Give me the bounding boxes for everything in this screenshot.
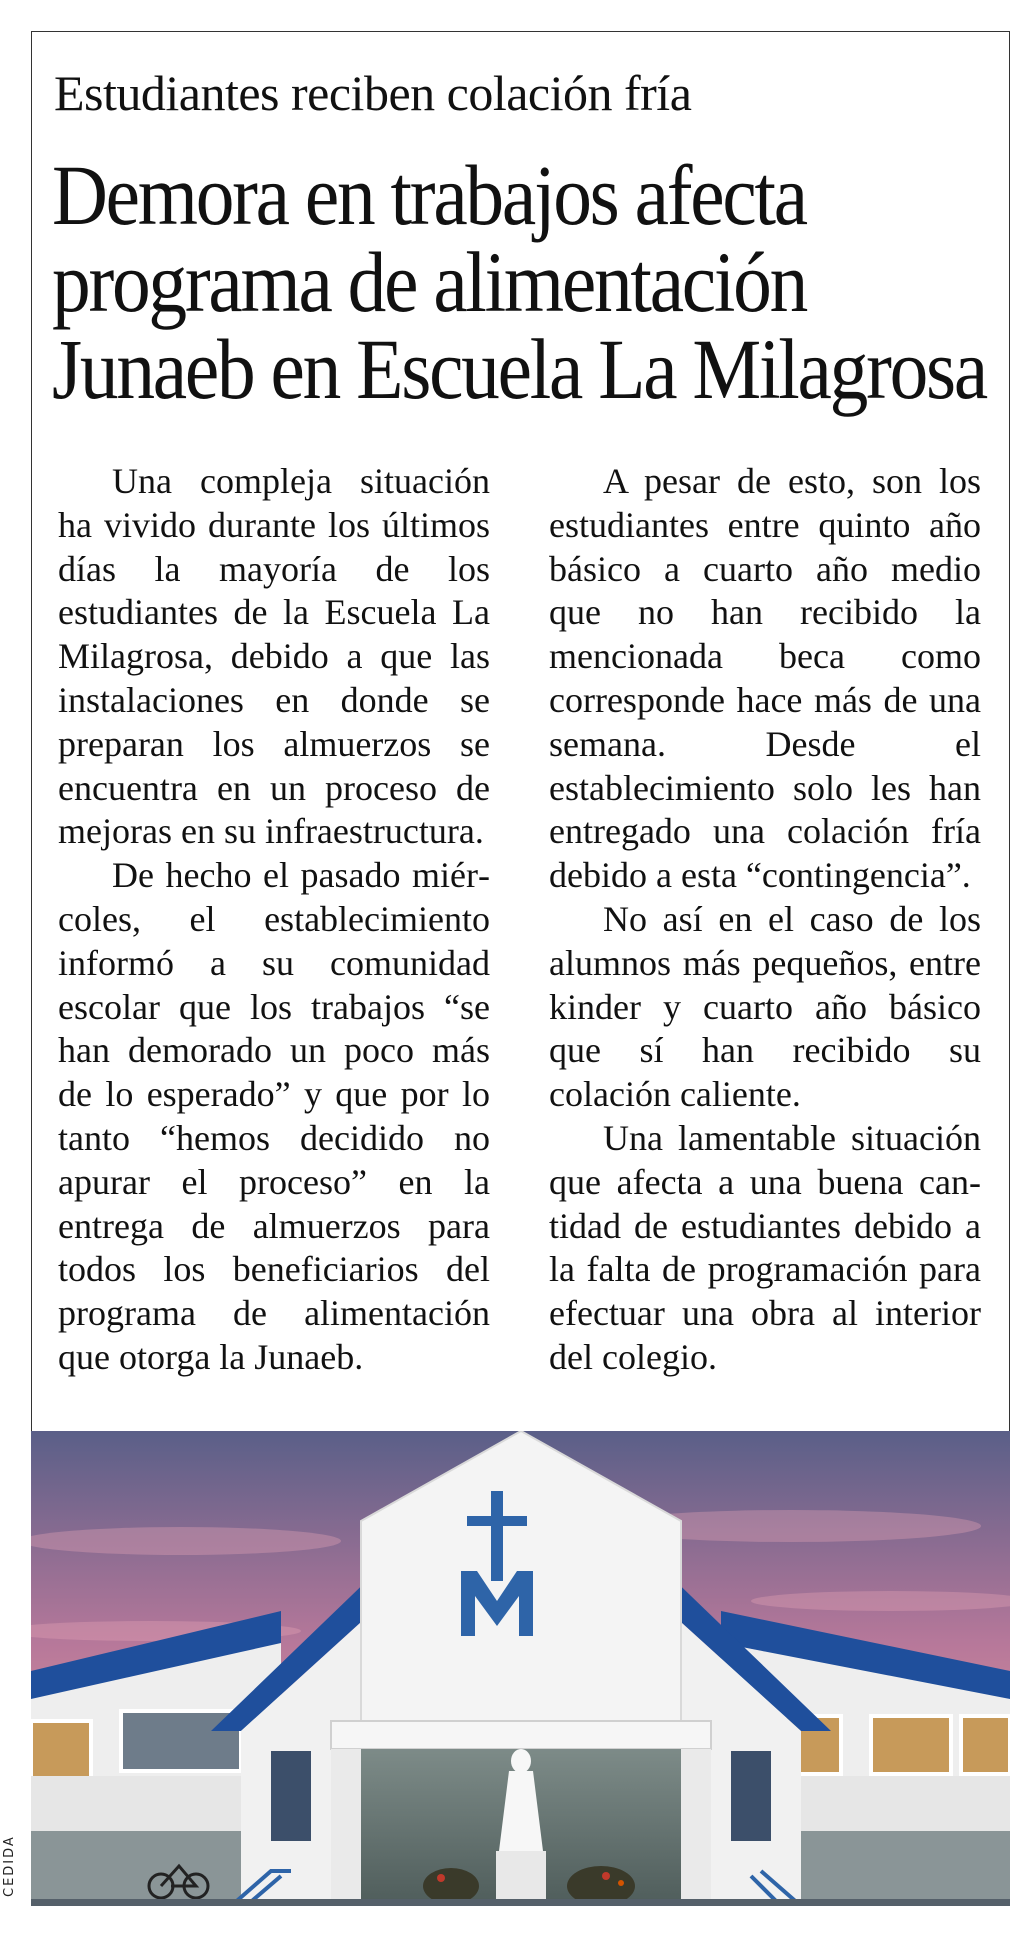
article-paragraph: Una lamentable situación que afecta a una buena cantidad de estudiantes debido a la falta de programación para efectuar una obra al interior del colegio. <box>549 1117 981 1377</box>
headline-line: programa de alimentación <box>52 234 807 330</box>
school-building-illustration <box>31 1431 1010 1906</box>
side-door <box>271 1751 311 1841</box>
article-photo <box>31 1431 1010 1906</box>
photo-credit: CEDIDA <box>2 1835 17 1897</box>
article-kicker: Estudiantes reciben colación fría <box>54 65 692 121</box>
headline-line: Junaeb en Escuela La Milagrosa <box>52 321 987 417</box>
window <box>961 1716 1010 1774</box>
pillar <box>331 1749 361 1906</box>
article-column-left <box>58 460 490 1380</box>
pillar <box>681 1749 711 1906</box>
side-door <box>731 1751 771 1841</box>
ground <box>31 1899 1010 1906</box>
entrance-canopy <box>331 1721 711 1749</box>
article-headline <box>52 147 1024 417</box>
headline-line: Demora en trabajos afecta <box>52 147 806 243</box>
article-paragraph: A pesar de esto, son los estudiantes entre quinto año básico a cuarto año medio que no han recibido la mencionada beca como corresponde hace más de una semana. Desde el establecimiento solo les han entregado una colación fría debido a esta “contingencia”. <box>549 461 981 896</box>
plant <box>423 1868 479 1904</box>
window <box>871 1716 951 1774</box>
article-paragraph: De hecho el pasado miércoles, el establecimiento informó a su comunidad escolar que los trabajos “se han demorado un poco más de lo esperado” y que por lo tanto “hemos decidido no apurar el proceso” en la entrega de almuerzos para todos los beneficiarios del programa de alimentación que otorga la Junaeb. <box>58 855 490 1377</box>
article-column-right <box>549 460 981 1380</box>
article-paragraph: No así en el caso de los alumnos más pequeños, entre kinder y cuarto año básico que sí han recibido su colación caliente. <box>549 898 981 1115</box>
article-paragraph: Una compleja situación ha vivido durante los últimos días la mayoría de los estudiantes de la Escuela La Milagrosa, debido a que las instalaciones en donde se preparan los almuerzos se encuentra en un proceso de mejoras en su infraestructura. <box>58 461 490 852</box>
window <box>31 1721 91 1781</box>
